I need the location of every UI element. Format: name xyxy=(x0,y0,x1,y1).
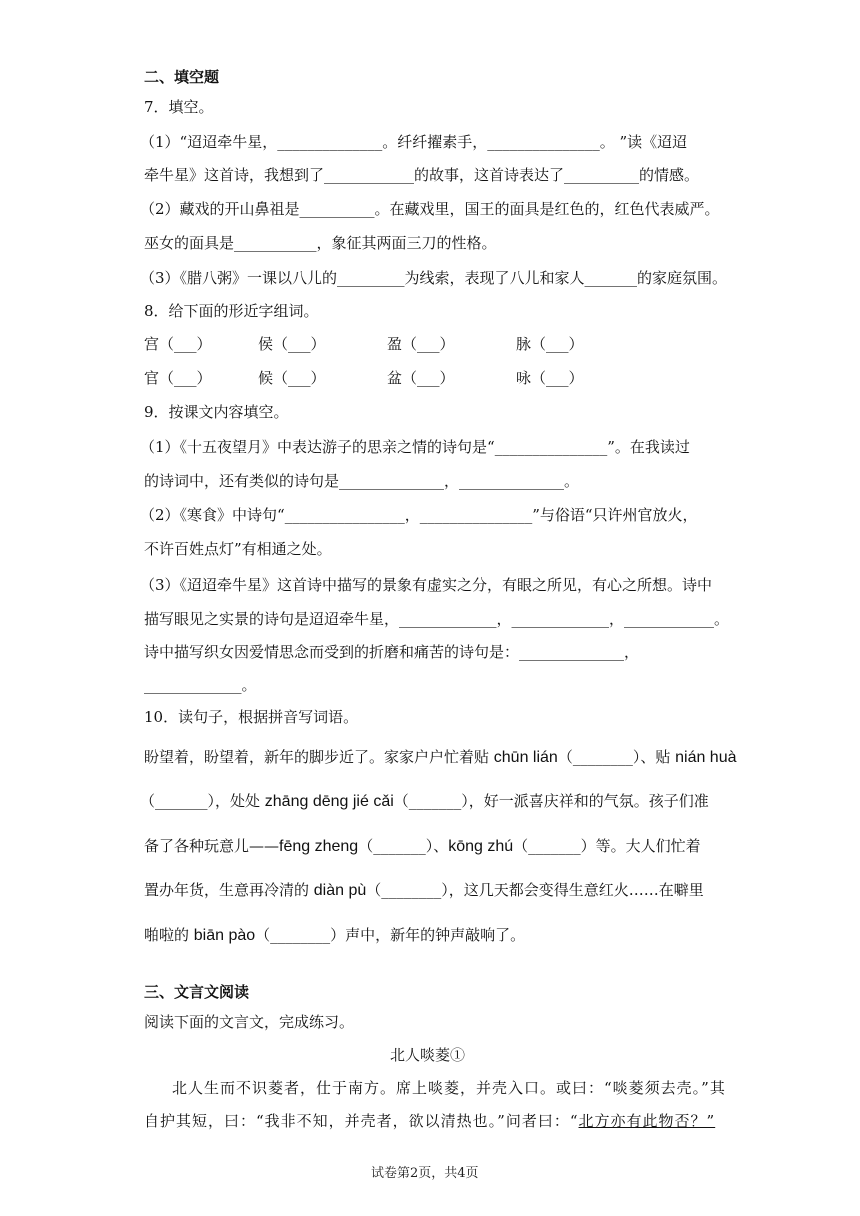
q8-item: 官（___） xyxy=(144,369,212,387)
q10-line-3 xyxy=(144,835,701,856)
q7-stem: 7．填空。 xyxy=(144,98,214,116)
q8-item: 咏（___） xyxy=(516,369,584,387)
q8-item: 盆（___） xyxy=(387,369,455,387)
q10-stem: 10．读句子，根据拼音写词语。 xyxy=(144,708,359,726)
pinyin: fēng zheng xyxy=(279,838,359,855)
q10-text: 置办年货，生意再冷清的 xyxy=(144,881,314,899)
q10-line-4 xyxy=(144,879,704,900)
q10-text: （_______），处处 xyxy=(140,792,265,810)
q9-stem: 9．按课文内容填空。 xyxy=(144,403,289,421)
q10-text: （_______）等。大人们忙着 xyxy=(513,837,701,855)
section-3-title: 三、文言文阅读 xyxy=(144,983,250,1001)
q7-line-3: （2）藏戏的开山鼻祖是__________。在藏戏里，国王的面具是红色的，红色代表威严。 xyxy=(140,200,720,218)
passage-underlined-text: 北方亦有此物否？” xyxy=(578,1112,716,1130)
q10-text: （_______）、 xyxy=(358,837,449,855)
q10-text: 盼望着，盼望着，新年的脚步近了。家家户户忙着贴 xyxy=(144,748,494,766)
q10-text: （________）声中，新年的钟声敲响了。 xyxy=(255,926,526,944)
pinyin: zhāng dēng jié cǎi xyxy=(264,793,394,810)
q10-text: （________）、贴 xyxy=(557,748,676,766)
passage-text: 自护其短，曰：“我非不知，并壳者，欲以清热也。”问者曰：“ xyxy=(144,1112,579,1130)
pinyin: diàn pù xyxy=(313,882,367,899)
q10-line-5 xyxy=(144,924,525,945)
section-2-title: 二、填空题 xyxy=(144,68,220,86)
passage-title: 北人啖菱① xyxy=(390,1046,466,1064)
q8-item: 盈（___） xyxy=(387,335,455,353)
q7-line-1: （1）“迢迢牵牛星，______________。纤纤擢素手，_______________。 ”读《迢迢 xyxy=(140,133,688,151)
q9-line-8: _____________。 xyxy=(144,676,257,694)
q8-item: 脉（___） xyxy=(516,335,584,353)
q10-line-1 xyxy=(144,746,737,767)
passage-line-2 xyxy=(144,1110,715,1131)
q8-item: 候（___） xyxy=(258,369,326,387)
passage-line-1: 北人生而不识菱者，仕于南方。席上啖菱，并壳入口。或曰：“啖菱须去壳。”其 xyxy=(172,1079,726,1097)
q9-line-3: （2）《寒食》中诗句“________________，_______________”与俗语“只许州官放火， xyxy=(140,506,698,524)
q8-stem: 8．给下面的形近字组词。 xyxy=(144,302,319,320)
q7-line-5: （3）《腊八粥》一课以八儿的_________为线索，表现了八儿和家人_______的家庭氛围。 xyxy=(140,269,728,287)
q9-line-4: 不许百姓点灯”有相通之处。 xyxy=(144,540,332,558)
q10-text: （_______），好一派喜庆祥和的气氛。孩子们准 xyxy=(393,792,709,810)
pinyin: chūn lián xyxy=(493,749,558,766)
q9-line-1: （1）《十五夜望月》中表达游子的思亲之情的诗句是“_______________”。在我读过 xyxy=(140,438,690,456)
q9-line-2: 的诗词中，还有类似的诗句是______________，______________。 xyxy=(144,472,580,490)
q9-line-7: 诗中描写织女因爱情思念而受到的折磨和痛苦的诗句是：______________， xyxy=(144,643,640,661)
q8-item: 侯（___） xyxy=(258,335,326,353)
q7-line-4: 巫女的面具是___________，象征其两面三刀的性格。 xyxy=(144,234,497,252)
q8-item: 宫（___） xyxy=(144,335,212,353)
q9-line-6: 描写眼见之实景的诗句是迢迢牵牛星，_____________，_____________，____________。 xyxy=(144,610,730,628)
q10-text: 啪啦的 xyxy=(144,926,194,944)
q10-text: 备了各种玩意儿—— xyxy=(144,837,280,855)
q10-text: （________），这几天都会变得生意红火……在噼里 xyxy=(366,881,704,899)
q9-line-5: （3）《迢迢牵牛星》这首诗中描写的景象有虚实之分，有眼之所见，有心之所想。诗中 xyxy=(140,576,713,594)
q7-line-2: 牵牛星》这首诗，我想到了____________的故事，这首诗表达了__________的情感。 xyxy=(144,166,700,184)
q10-line-2 xyxy=(140,790,709,811)
pinyin: biān pào xyxy=(193,927,256,944)
pinyin: nián huà xyxy=(675,749,737,766)
page-footer: 试卷第2页，共4页 xyxy=(371,1166,479,1181)
pinyin: kōng zhú xyxy=(448,838,514,855)
section-3-intro: 阅读下面的文言文，完成练习。 xyxy=(144,1013,355,1031)
